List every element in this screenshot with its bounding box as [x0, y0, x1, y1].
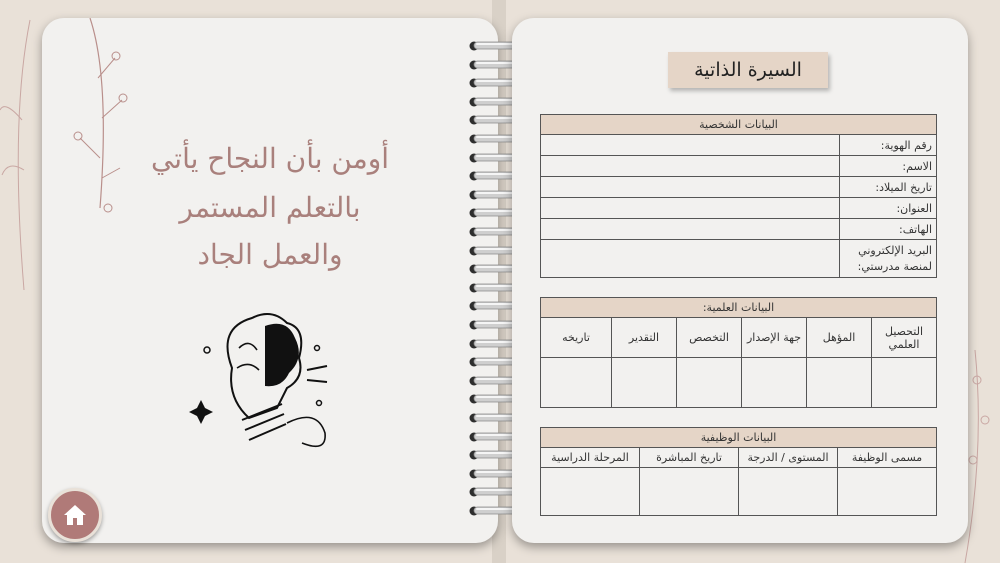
field-id-label: رقم الهوية: — [840, 135, 937, 156]
field-phone-label: الهاتف: — [840, 219, 937, 240]
academic-info-table — [540, 297, 937, 408]
floral-branch-icon — [60, 18, 140, 218]
academic-cell[interactable] — [807, 358, 872, 408]
right-page — [512, 18, 968, 543]
academic-col-qualification: المؤهل — [807, 318, 872, 358]
academic-cell[interactable] — [742, 358, 807, 408]
quote-line-2: بالتعلم المستمر — [179, 191, 361, 224]
field-address-value[interactable] — [541, 198, 840, 219]
brain-lightbulb-icon — [187, 308, 337, 458]
field-name-value[interactable] — [541, 156, 840, 177]
academic-col-date: تاريخه — [541, 318, 612, 358]
academic-col-achievement: التحصيل العلمي — [872, 318, 937, 358]
home-icon — [63, 504, 87, 526]
academic-info-header: البيانات العلمية: — [541, 298, 937, 318]
academic-cell[interactable] — [872, 358, 937, 408]
job-col-level: المستوى / الدرجة — [739, 448, 838, 468]
job-cell[interactable] — [838, 468, 937, 516]
academic-col-major: التخصص — [677, 318, 742, 358]
field-address-label: العنوان: — [840, 198, 937, 219]
academic-col-issuer: جهة الإصدار — [742, 318, 807, 358]
job-col-stage: المرحلة الدراسية — [541, 448, 640, 468]
job-cell[interactable] — [541, 468, 640, 516]
field-phone-value[interactable] — [541, 219, 840, 240]
field-email-value[interactable] — [541, 240, 840, 278]
field-birthdate-value[interactable] — [541, 177, 840, 198]
personal-info-header: البيانات الشخصية — [541, 115, 937, 135]
job-info-header: البيانات الوظيفية — [541, 428, 937, 448]
field-id-value[interactable] — [541, 135, 840, 156]
page-title: السيرة الذاتية — [668, 52, 828, 88]
job-info-table — [540, 427, 937, 516]
academic-cell[interactable] — [612, 358, 677, 408]
field-email-label: البريد الإلكتروني لمنصة مدرستي: — [840, 240, 937, 278]
job-cell[interactable] — [739, 468, 838, 516]
academic-cell[interactable] — [541, 358, 612, 408]
job-col-start-date: تاريخ المباشرة — [640, 448, 739, 468]
quote-line-1: أومن بأن النجاح يأتي — [150, 142, 390, 175]
job-cell[interactable] — [640, 468, 739, 516]
home-button[interactable] — [48, 488, 102, 542]
quote-line-3: والعمل الجاد — [197, 238, 343, 271]
job-col-title: مسمى الوظيفة — [838, 448, 937, 468]
left-page — [42, 18, 498, 543]
field-name-label: الاسم: — [840, 156, 937, 177]
personal-info-table — [540, 114, 937, 278]
field-birthdate-label: تاريخ الميلاد: — [840, 177, 937, 198]
academic-cell[interactable] — [677, 358, 742, 408]
academic-col-grade: التقدير — [612, 318, 677, 358]
